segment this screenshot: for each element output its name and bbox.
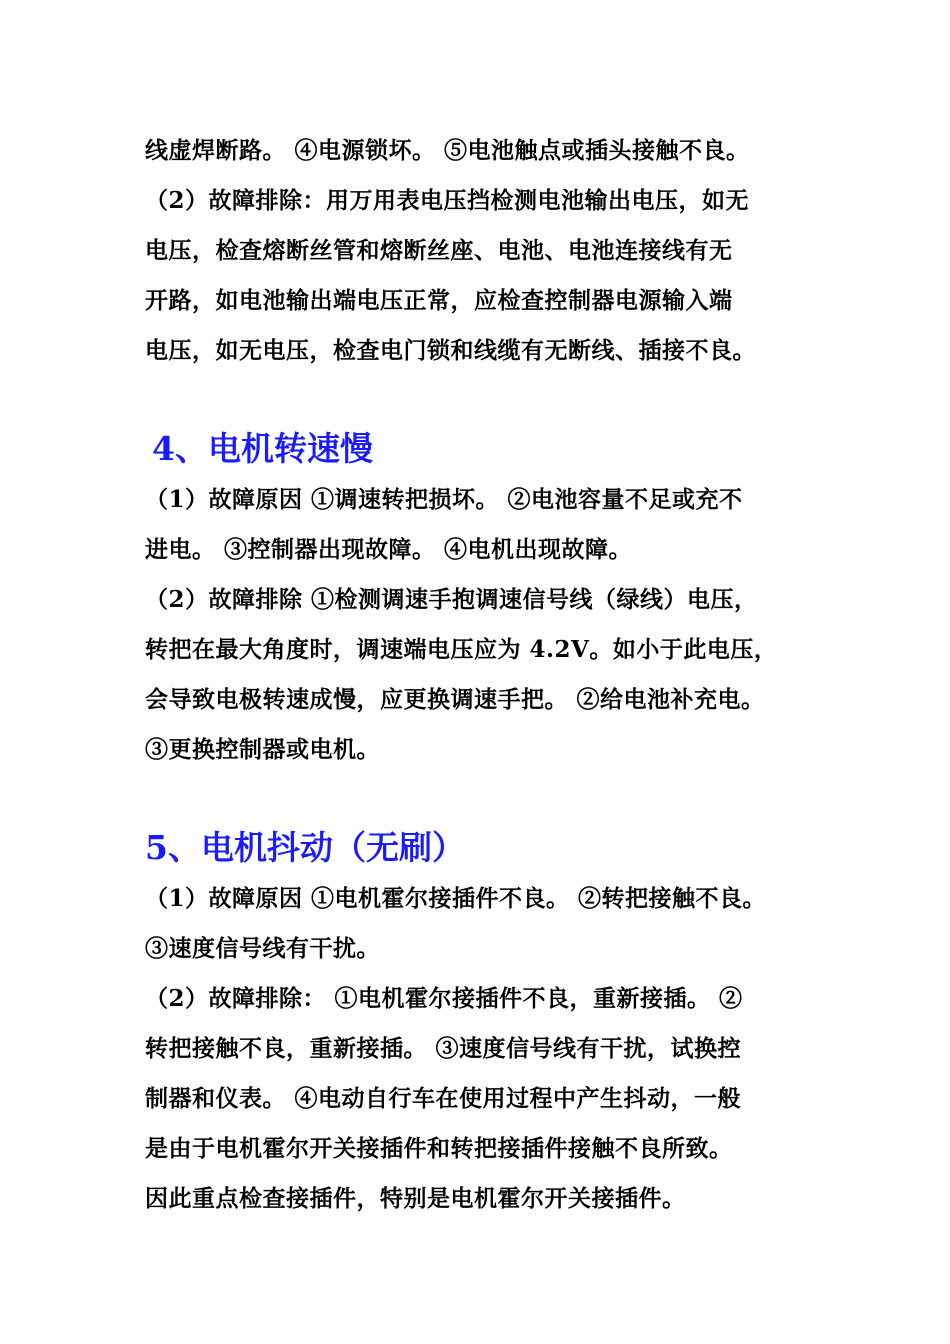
section-5-line-7: 因此重点检查接插件，特别是电机霍尔开关接插件。 xyxy=(145,1185,686,1212)
intro-line-1: 线虚焊断路。 ④电源锁坏。 ⑤电池触点或插头接触不良。 xyxy=(145,137,750,164)
intro-line-2: （2）故障排除：用万用表电压挡检测电池输出电压，如无 xyxy=(145,187,750,214)
section-4-line-2: 进电。 ③控制器出现故障。 ④电机出现故障。 xyxy=(145,536,633,563)
section-4-line-4: 转把在最大角度时，调速端电压应为 4.2V。如小于此电压， xyxy=(145,636,778,663)
section-5-line-4: 转把接触不良，重新接插。 ③速度信号线有干扰，试换控 xyxy=(145,1035,742,1062)
section-5-line-3: （2）故障排除： ①电机霍尔接插件不良，重新接插。 ② xyxy=(145,985,743,1012)
intro-line-4: 开路，如电池输出端电压正常，应检查控制器电源输入端 xyxy=(145,287,733,314)
section-4-line-1: （1）故障原因 ①调速转把损坏。 ②电池容量不足或充不 xyxy=(145,486,743,513)
intro-line-3: 电压，检查熔断丝管和熔断丝座、电池、电池连接线有无 xyxy=(145,237,733,264)
section-4-heading: 4、电机转速慢 xyxy=(152,429,373,468)
section-4-line-5: 会导致电极转速成慢，应更换调速手把。 ②给电池补充电。 xyxy=(145,686,765,713)
section-5-line-6: 是由于电机霍尔开关接插件和转把接插件接触不良所致。 xyxy=(145,1135,733,1162)
section-4-line-3: （2）故障排除 ①检测调速手抱调速信号线（绿线）电压， xyxy=(145,586,758,613)
intro-line-5: 电压，如无电压，检查电门锁和线缆有无断线、插接不良。 xyxy=(145,337,756,364)
section-5-line-5: 制器和仪表。 ④电动自行车在使用过程中产生抖动，一般 xyxy=(145,1085,742,1112)
section-5-heading: 5、电机抖动（无刷） xyxy=(145,828,465,867)
section-4-line-6: ③更换控制器或电机。 xyxy=(145,736,380,763)
section-5-line-1: （1）故障原因 ①电机霍尔接插件不良。 ②转把接触不良。 xyxy=(145,885,767,912)
section-5-line-2: ③速度信号线有干扰。 xyxy=(145,935,380,962)
